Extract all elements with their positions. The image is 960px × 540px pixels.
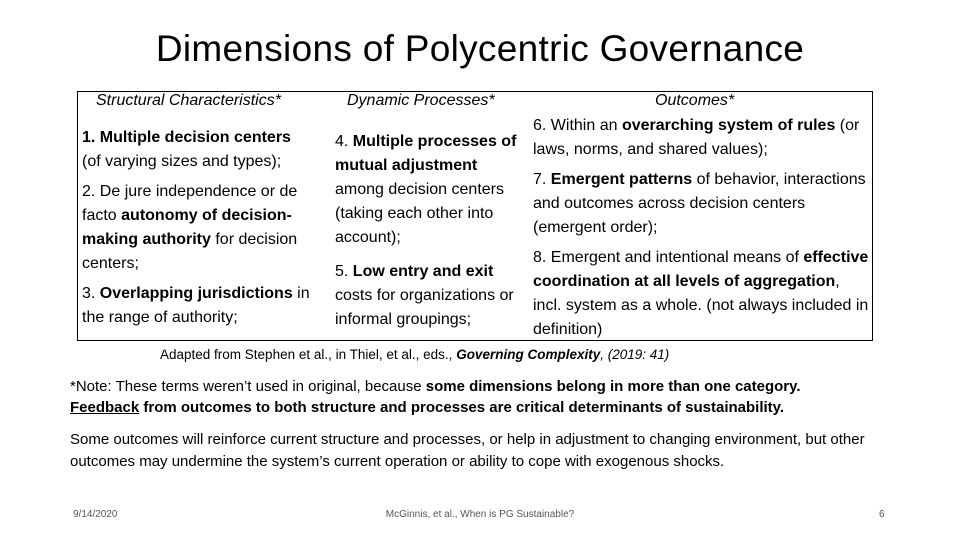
structural-item-3 <box>82 282 322 330</box>
item7-num: 7. <box>533 171 551 188</box>
source-citation <box>160 347 669 362</box>
dynamic-heading: Dynamic Processes* <box>347 92 495 109</box>
source-pre: Adapted from Stephen et al., in Thiel, et al., eds., <box>160 347 457 362</box>
item3-num: 3. <box>82 285 100 302</box>
slide-title: Dimensions of Polycentric Governance <box>155 28 805 69</box>
structural-column <box>82 126 322 330</box>
item3-bold: Overlapping jurisdictions <box>99 285 293 302</box>
item2-post: for decision centers; <box>82 231 298 272</box>
footnote <box>70 376 890 418</box>
outcomes-item-8 <box>533 246 871 342</box>
item1-bold: 1. Multiple decision centers <box>82 129 291 146</box>
item5-num: 5. <box>335 263 353 280</box>
outcomes-item-7 <box>533 168 871 240</box>
outcomes-item-6 <box>533 114 871 162</box>
outcomes-heading: Outcomes* <box>655 92 735 109</box>
outcomes-column <box>533 114 871 342</box>
item6-post: (or laws, norms, and shared values); <box>533 117 860 158</box>
dynamic-column <box>335 130 523 332</box>
item4-num: 4. <box>335 133 353 150</box>
structural-heading: Structural Characteristics* <box>96 92 281 109</box>
item6-bold: overarching system of rules <box>621 117 836 134</box>
feedback-underlined: Feedback <box>70 399 140 416</box>
item8-bold: effective coordination at all levels of aggregation <box>533 249 869 290</box>
item7-post: of behavior, interactions and outcomes across decision centers (emergent order); <box>533 171 866 236</box>
source-post: , (2019: 41) <box>600 347 670 362</box>
item6-pre: 6. Within an <box>533 117 622 134</box>
footer-date: 9/14/2020 <box>73 509 118 520</box>
footer-page-number: 6 <box>879 509 885 520</box>
footer-center: McGinnis, et al., When is PG Sustainable? <box>385 509 575 520</box>
structural-item-1 <box>82 126 322 174</box>
note-pre: *Note: These terms weren’t used in original, because <box>70 378 426 395</box>
structural-item-2 <box>82 180 322 276</box>
item8-post: , incl. system as a whole. (not always included in definition) <box>533 273 869 338</box>
item2-pre: 2. De jure independence or de facto <box>82 183 298 224</box>
item2-bold: autonomy of decision-making authority <box>82 207 292 248</box>
note-bold: some dimensions belong in more than one category. <box>425 378 801 395</box>
note-line2-bold: from outcomes to both structure and processes are critical determinants of sustainability. <box>139 399 785 416</box>
item4-post: among decision centers (taking each other into account); <box>335 181 504 246</box>
dynamic-item-5 <box>335 260 523 332</box>
source-book-title: Governing Complexity <box>456 347 601 362</box>
outcomes-paragraph: Some outcomes will reinforce current structure and processes, or help in adjustment to changing environment, but other outcomes may undermine the system’s current operation or ability to cope with exogenous shocks. <box>70 431 865 470</box>
item1-rest: (of varying sizes and types); <box>82 153 282 170</box>
item4-bold: Multiple processes of mutual adjustment <box>335 133 517 174</box>
item5-post: costs for organizations or informal groupings; <box>335 287 514 328</box>
item3-post: in the range of authority; <box>82 285 310 326</box>
item5-bold: Low entry and exit <box>352 263 494 280</box>
dynamic-item-4 <box>335 130 523 250</box>
item8-pre: 8. Emergent and intentional means of <box>533 249 804 266</box>
item7-bold: Emergent patterns <box>550 171 693 188</box>
